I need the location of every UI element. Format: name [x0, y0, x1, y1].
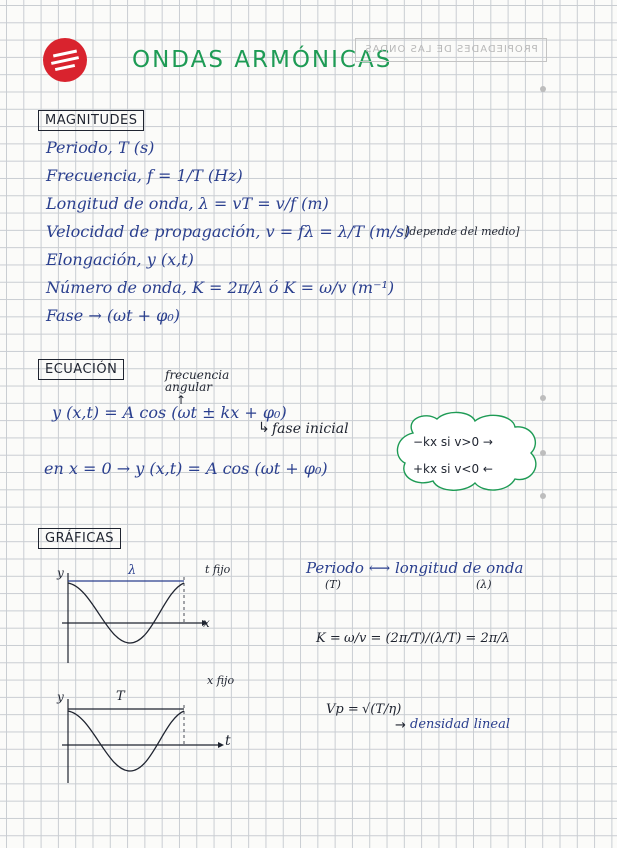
magnitude-frecuencia: Frecuencia, f = 1/T (Hz) — [46, 166, 243, 185]
k-formula-lhs: K = — [316, 631, 341, 646]
relation-period-symbol: (T) — [325, 578, 341, 591]
equation-at-origin: en x = 0 → y (x,t) = A cos (ωt + φ₀) — [44, 459, 328, 478]
section-heading-ecuacion: ECUACIÓN — [38, 359, 124, 380]
magnitude-elongacion: Elongación, y (x,t) — [46, 250, 194, 269]
direction-cloud — [395, 411, 543, 493]
graph1-note: t fijo — [205, 563, 231, 576]
hook-arrow-icon: ↳ — [258, 420, 270, 436]
cloud-line-positive-velocity: −kx si v>0 → — [413, 435, 493, 449]
graph2-x-label: t — [225, 733, 231, 749]
magnitude-longitud-onda: Longitud de onda, λ = vT = v/f (m) — [46, 194, 329, 213]
relation-wavelength-symbol: (λ) — [476, 578, 492, 591]
bleedthrough-dot — [540, 86, 546, 92]
velocity-note: [depende del medio] — [405, 225, 520, 238]
linear-density-note: densidad lineal — [410, 717, 511, 732]
magnitude-velocidad: Velocidad de propagación, v = fλ = λ/T (m/s) — [46, 222, 411, 241]
wave-equation: y (x,t) = A cos (ωt ± kx + φ₀) — [52, 403, 287, 422]
graph1-y-label: y — [57, 566, 64, 580]
cloud-line-negative-velocity: +kx si v<0 ← — [413, 462, 493, 476]
magnitude-fase: Fase → (ωt + φ₀) — [46, 306, 180, 325]
graph2-note: x fijo — [207, 674, 235, 687]
graph-t-fijo — [52, 565, 222, 665]
section-heading-magnitudes: MAGNITUDES — [38, 110, 144, 131]
graph1-wavelength-label: λ — [128, 563, 137, 578]
magnitude-periodo: Periodo, T (s) — [46, 138, 155, 157]
university-logo — [43, 38, 87, 82]
angular-frequency-annotation: frecuencia angular — [165, 368, 230, 394]
initial-phase-note: fase inicial — [272, 421, 349, 437]
bleedthrough-dot — [540, 395, 546, 401]
vp-arrow-icon: → — [395, 718, 406, 733]
graph-x-fijo — [52, 693, 232, 788]
graph2-y-label: y — [57, 690, 64, 704]
bleedthrough-header: PROPIEDADES DE LAS ONDAS — [355, 38, 547, 62]
magnitude-numero-onda: Número de onda, K = 2π/λ ó K = ω/v (m⁻¹) — [46, 278, 395, 297]
vp-formula: √(T/η) — [362, 702, 402, 717]
graph1-x-label: x — [203, 616, 210, 630]
k-formula: ω/v = (2π/T)/(λ/T) = 2π/λ — [344, 631, 510, 646]
graph2-period-label: T — [116, 689, 125, 704]
period-wavelength-relation: Periodo ⟷ longitud de onda — [306, 559, 524, 577]
annotation-arrow-icon: ↑ — [176, 393, 187, 407]
page-title: ONDAS ARMÓNICAS — [132, 47, 393, 73]
section-heading-graficas: GRÁFICAS — [38, 528, 121, 549]
bleedthrough-dot — [540, 493, 546, 499]
vp-label: Vp = — [326, 702, 359, 717]
